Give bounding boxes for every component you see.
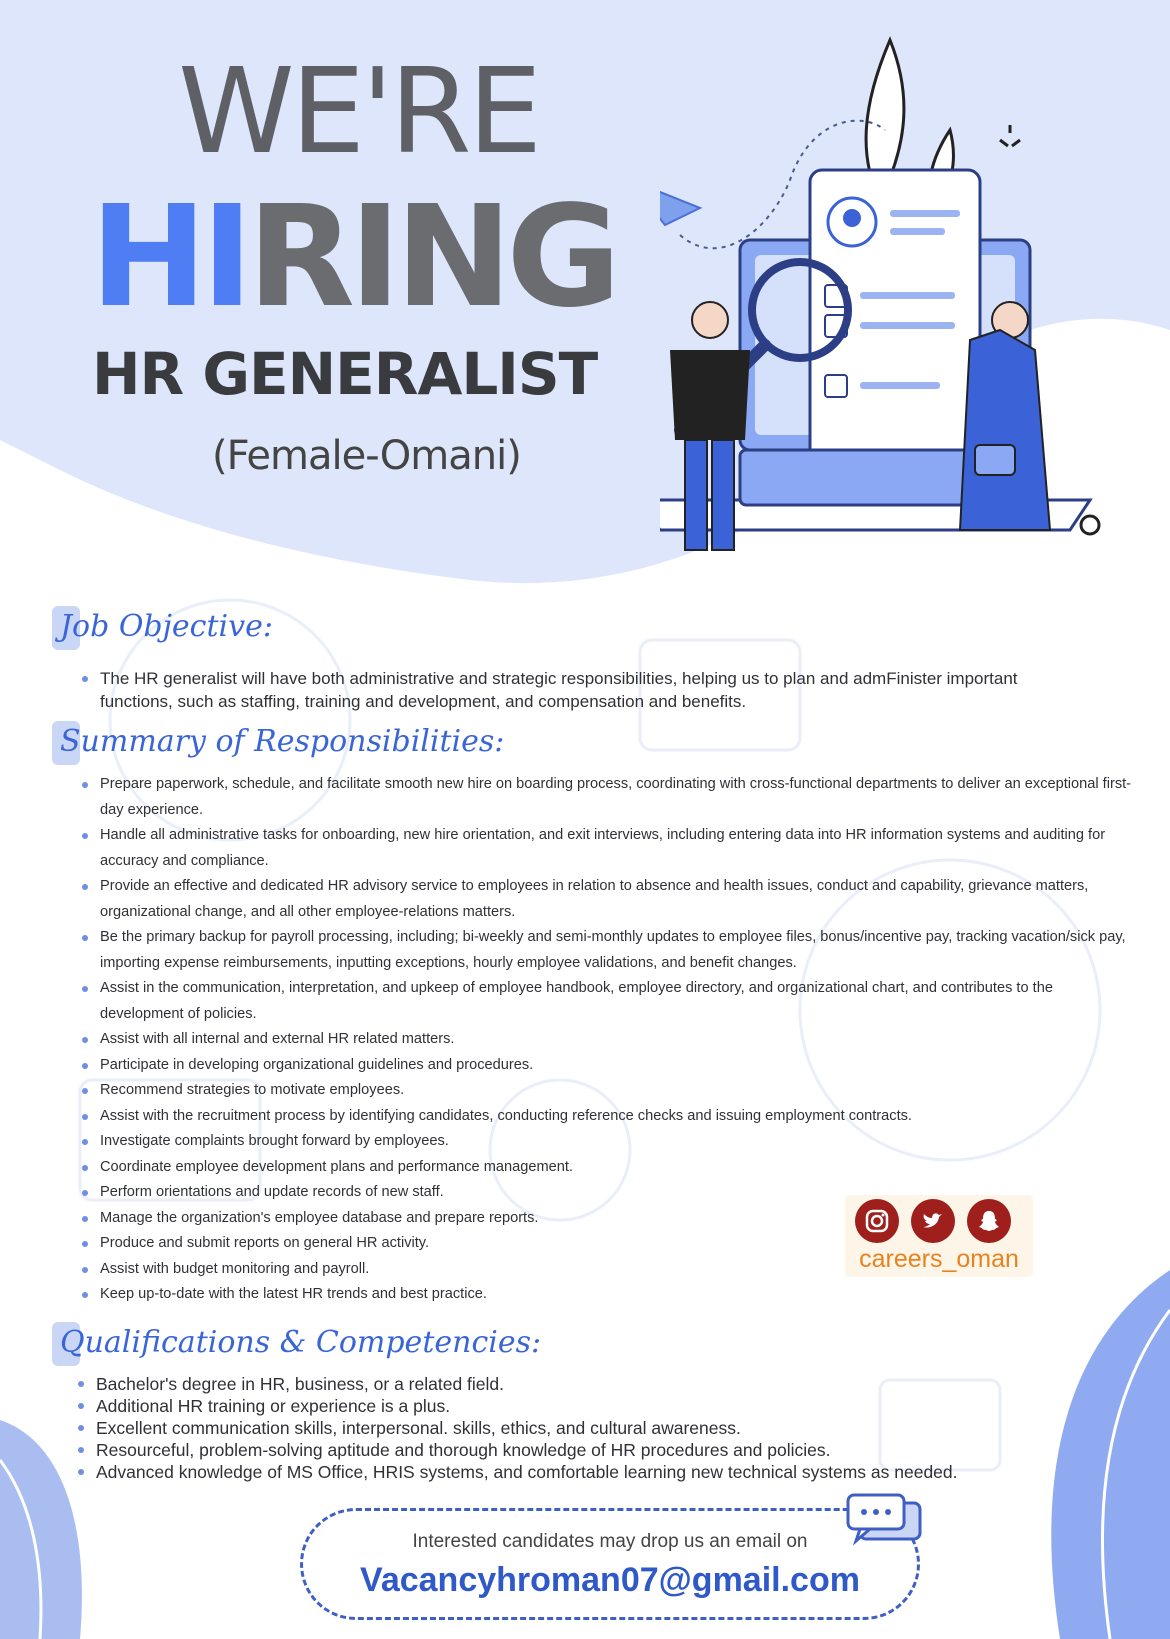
job-requirement-tag: (Female-Omani) xyxy=(212,433,521,479)
job-title: HR GENERALIST xyxy=(92,340,598,408)
qualifications-heading xyxy=(60,1325,542,1360)
contact-email-link[interactable]: Vacancyhroman07@gmail.com xyxy=(360,1561,860,1599)
list-item: Handle all administrative tasks for onboarding, new hire orientation, and exit interviews, including entering data into HR information systems and auditing for accuracy and compliance. xyxy=(80,823,1140,874)
list-item: Additional HR training or experience is a plus. xyxy=(76,1395,1076,1417)
list-item: Keep up-to-date with the latest HR trends and best practice. xyxy=(80,1282,1140,1308)
list-item: Assist with budget monitoring and payroll. xyxy=(80,1257,1140,1283)
headline-hiring xyxy=(90,176,616,339)
list-item: Advanced knowledge of MS Office, HRIS systems, and comfortable learning new technical systems as needed. xyxy=(76,1461,1076,1483)
list-item: Produce and submit reports on general HR activity. xyxy=(80,1231,1140,1257)
list-item: Perform orientations and update records of new staff. xyxy=(80,1180,1140,1206)
recruitment-illustration xyxy=(660,30,1130,590)
list-item: Prepare paperwork, schedule, and facilitate smooth new hire on boarding process, coordinating with cross-functional departments to deliver an exceptional first-day experience. xyxy=(80,772,1140,823)
social-handle[interactable]: careers_oman xyxy=(859,1245,1019,1273)
list-item: Be the primary backup for payroll processing, including; bi-weekly and semi-monthly updates to employee files, bonus/incentive pay, tracking vacation/sick pay, importing expense reimbursements, inputting exceptions, hourly employee validations, and benefit changes. xyxy=(80,925,1140,976)
headline-were: WE'RE xyxy=(178,42,539,180)
responsibilities-heading xyxy=(60,724,505,759)
instagram-icon[interactable] xyxy=(855,1199,899,1243)
list-item: The HR generalist will have both administrative and strategic responsibilities, helping us to plan and admFinister important functions, such as staffing, training and development, and compensation and benefits. xyxy=(80,667,1090,713)
list-item: Bachelor's degree in HR, business, or a related field. xyxy=(76,1373,1076,1395)
social-icons xyxy=(855,1199,1011,1243)
list-item: Assist in the communication, interpretation, and upkeep of employee handbook, employee directory, and organizational chart, and contributes to the development of policies. xyxy=(80,976,1140,1027)
job-objective-heading xyxy=(60,609,273,644)
snapchat-icon[interactable] xyxy=(967,1199,1011,1243)
list-item: Participate in developing organizational guidelines and procedures. xyxy=(80,1053,1140,1079)
job-objective-heading-text: Job Objective: xyxy=(60,609,273,644)
social-block xyxy=(845,1195,1033,1277)
qualifications-heading-text: Qualifications & Competencies: xyxy=(60,1325,542,1360)
contact-instruction: Interested candidates may drop us an email on xyxy=(412,1531,808,1552)
list-item: Coordinate employee development plans and performance management. xyxy=(80,1155,1140,1181)
qualifications-list xyxy=(76,1373,1076,1483)
list-item: Assist with the recruitment process by identifying candidates, conducting reference checks and issuing employment contracts. xyxy=(80,1104,1140,1130)
responsibilities-heading-text: Summary of Responsibilities: xyxy=(60,724,505,759)
list-item: Resourceful, problem-solving aptitude and thorough knowledge of HR procedures and policies. xyxy=(76,1439,1076,1461)
contact-box xyxy=(300,1508,920,1620)
list-item: Investigate complaints brought forward by employees. xyxy=(80,1129,1140,1155)
list-item: Assist with all internal and external HR related matters. xyxy=(80,1027,1140,1053)
twitter-icon[interactable] xyxy=(911,1199,955,1243)
list-item: Excellent communication skills, interpersonal. skills, ethics, and cultural awareness. xyxy=(76,1417,1076,1439)
headline-hiring-accent: HI xyxy=(90,176,248,339)
job-objective-list xyxy=(80,667,1090,713)
headline-hiring-rest: RING xyxy=(247,176,616,339)
list-item: Provide an effective and dedicated HR advisory service to employees in relation to absence and health issues, conduct and capability, grievance matters, organizational change, and all other employee-relations matters. xyxy=(80,874,1140,925)
list-item: Recommend strategies to motivate employees. xyxy=(80,1078,1140,1104)
chat-bubble-icon xyxy=(846,1493,926,1551)
list-item: Manage the organization's employee database and prepare reports. xyxy=(80,1206,1140,1232)
